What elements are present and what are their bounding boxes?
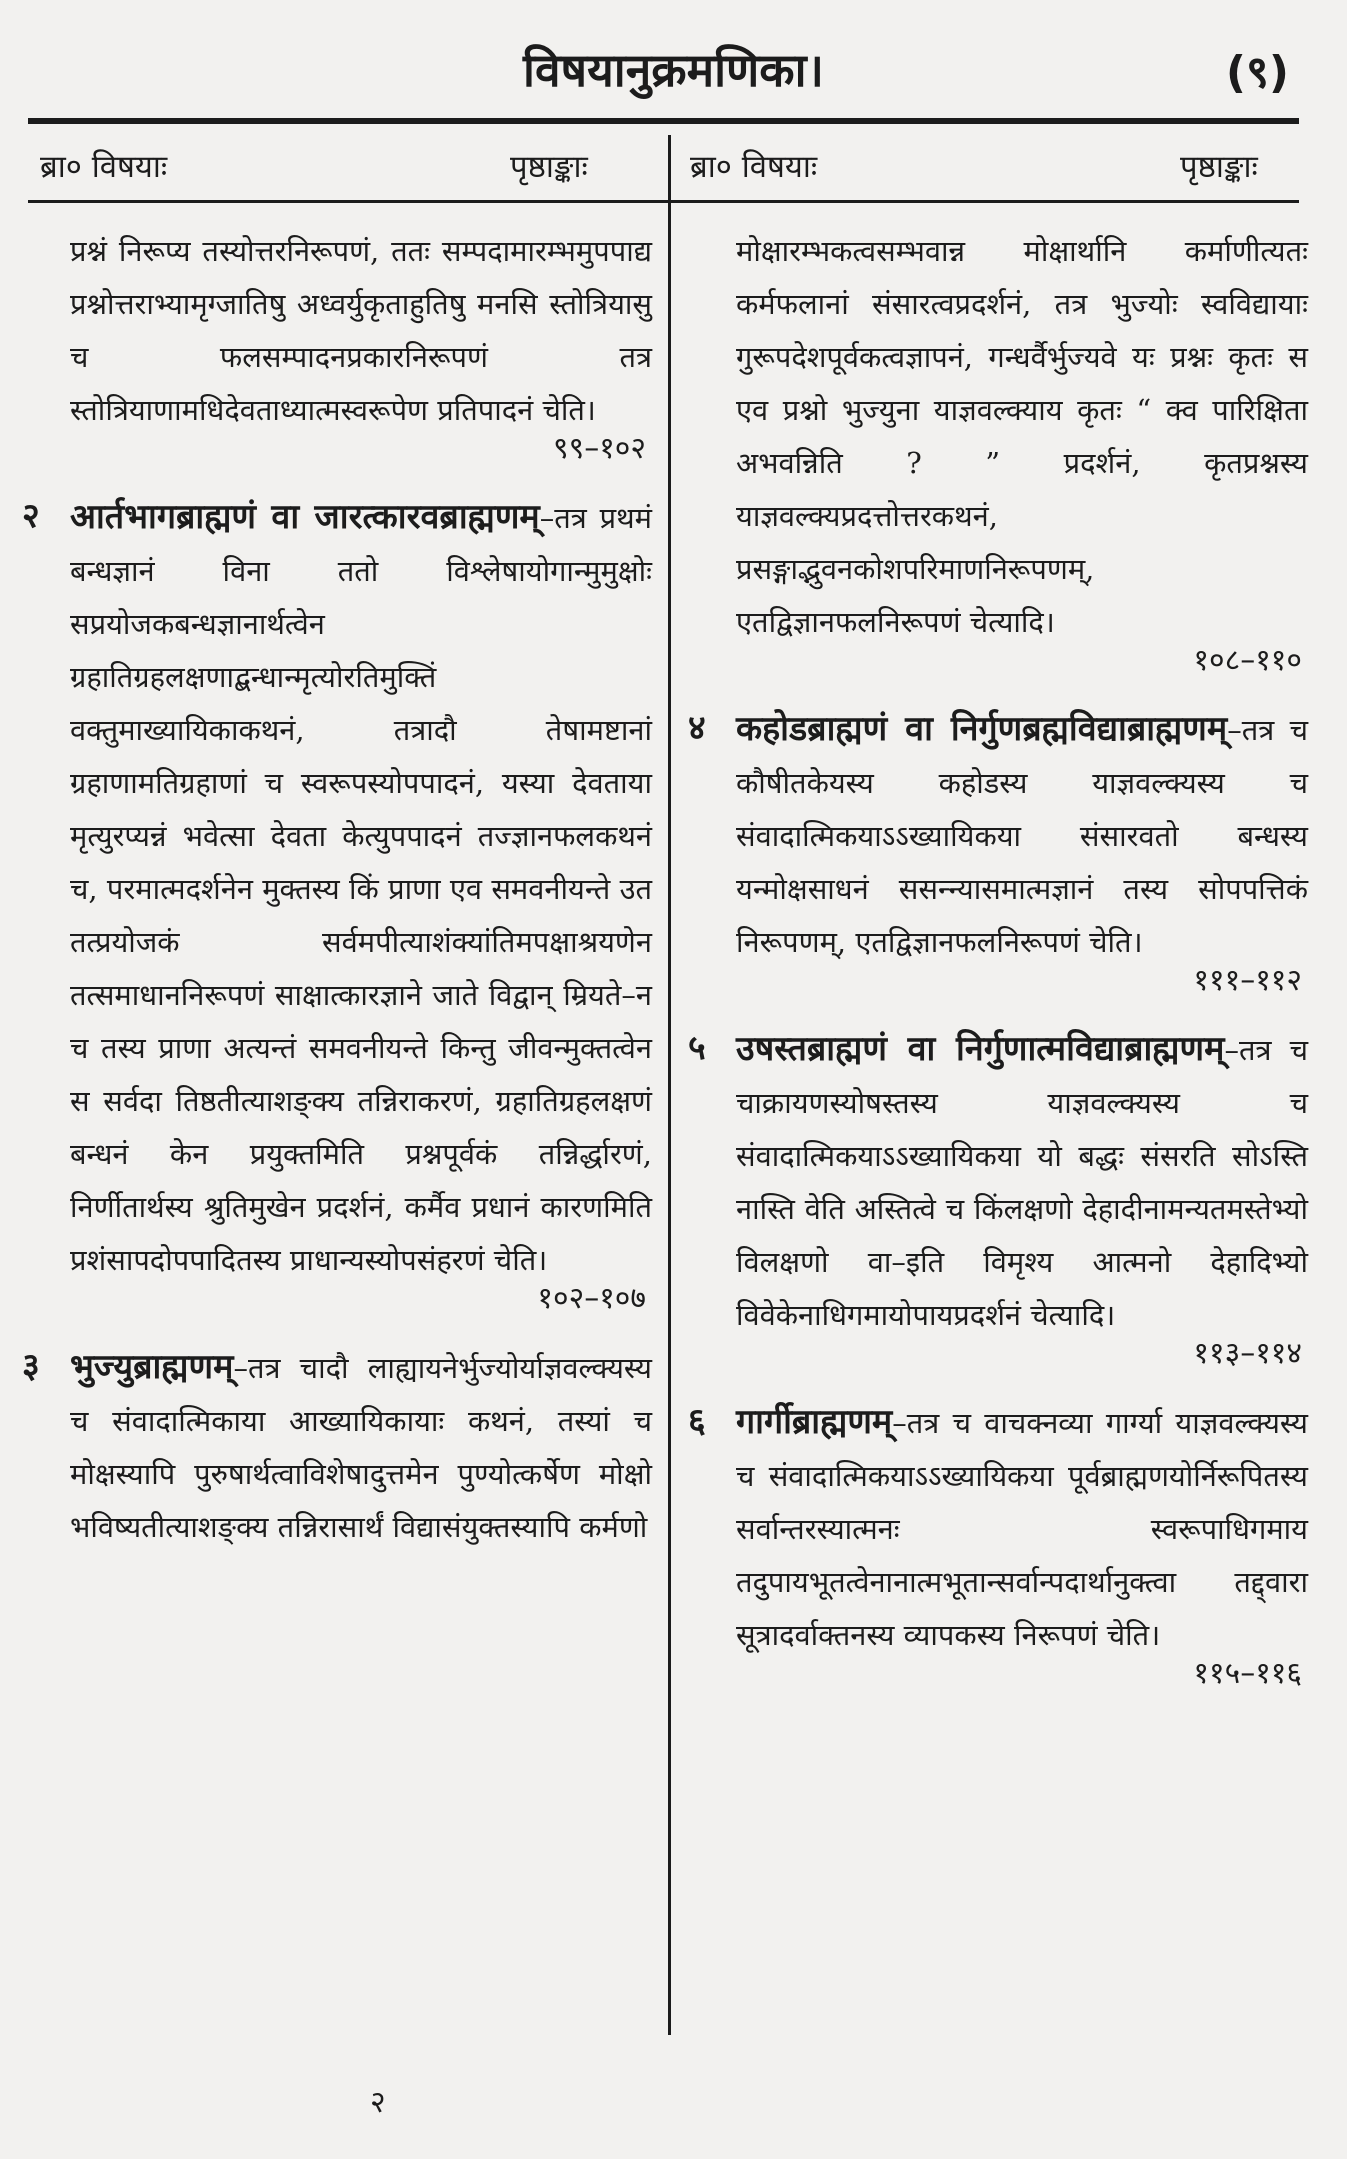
top-rule xyxy=(28,118,1299,124)
toc-entry xyxy=(688,703,1308,1001)
entry-number: ३ xyxy=(22,1346,40,1386)
entry-number: २ xyxy=(22,496,40,536)
left-column xyxy=(22,225,652,1576)
entry-title: आर्तभागब्राह्मणं वा जारत्कारवब्राह्मणम् xyxy=(70,497,540,537)
entry-pages: १०८–११० xyxy=(1193,643,1302,678)
entry-number: ४ xyxy=(688,708,706,748)
header-rule xyxy=(28,200,1299,203)
entry-title: उषस्तब्राह्मणं वा निर्गुणात्मविद्याब्राह्मणम् xyxy=(736,1029,1225,1069)
entry-pages: ९९–१०२ xyxy=(553,431,646,466)
entry-title: भुज्युब्राह्मणम् xyxy=(70,1347,234,1387)
toc-entry xyxy=(22,1341,652,1554)
right-col-header: ब्रा० विषयाः xyxy=(690,149,818,185)
toc-entry xyxy=(688,225,1308,681)
toc-entry xyxy=(22,491,652,1319)
left-col-header: ब्रा० विषयाः xyxy=(40,149,168,185)
entry-title: कहोडब्राह्मणं वा निर्गुणब्रह्मविद्याब्राह्मणम् xyxy=(736,709,1228,749)
toc-entry xyxy=(688,1396,1308,1694)
signature-mark: २ xyxy=(370,2085,386,2120)
entry-text: –तत्र च चाक्रायणस्योषस्तस्य याज्ञवल्क्यस्य च संवादात्मिकयाऽऽख्यायिकया यो बद्धः संसरति सोऽस्ति नास्ति वेति अस्तित्वे च किंलक्षणो देहादीनामन्यतमस्तेभ्यो विलक्षणो वा–इति विमृश्य आत्मनो देहादिभ्यो विवेकेनाधिगमायोपायप्रदर्शनं चेत्यादि। xyxy=(736,1033,1308,1332)
entry-title: गार्गीब्राह्मणम् xyxy=(736,1402,893,1442)
entry-text: –तत्र च कौषीतकेयस्य कहोडस्य याज्ञवल्क्यस्य च संवादात्मिकयाऽऽख्यायिकया संसारवतो बन्धस्य यन्मोक्षसाधनं ससन्न्यासमात्मज्ञानं तस्य सोपपत्तिकं निरूपणम्, एतद्विज्ञानफलनिरूपणं चेति। xyxy=(736,713,1309,959)
entry-pages: १११–११२ xyxy=(1193,963,1302,998)
entry-pages: ११३–११४ xyxy=(1193,1336,1302,1371)
entry-text: –तत्र चादौ लाह्यायनेर्भुज्योर्याज्ञवल्क्यस्य च संवादात्मिकाया आख्यायिकायाः कथनं, तस्यां च मोक्षस्यापि पुरुषार्थत्वाविशेषादुत्तमेन पुण्योत्कर्षेण मोक्षो भविष्यतीत्याशङ्क्य तन्निरासार्थं विद्यासंयुक्तस्यापि कर्मणो xyxy=(70,1351,652,1544)
entry-text: प्रश्नं निरूप्य तस्योत्तरनिरूपणं, ततः सम्पदामारम्भमुपपाद्य प्रश्नोत्तराभ्यामृग्जातिषु अध्वर्युकृताहुतिषु मनसि स्तोत्रियासु च फलसम्पादनप्रकारनिरूपणं तत्र स्तोत्रियाणामधिदेवताध्यात्मस्वरूपेण प्रतिपादनं चेति। xyxy=(70,234,652,427)
left-col-pages-header: पृष्ठाङ्काः xyxy=(510,149,588,185)
page-number: (९) xyxy=(1225,47,1289,98)
toc-entry xyxy=(22,225,652,469)
entry-number: ६ xyxy=(688,1401,706,1441)
entry-pages: ११५–११६ xyxy=(1193,1656,1302,1691)
right-column xyxy=(688,225,1308,1716)
toc-entry xyxy=(688,1023,1308,1374)
entry-number: ५ xyxy=(688,1028,706,1068)
right-col-pages-header: पृष्ठाङ्काः xyxy=(1180,149,1258,185)
entry-pages: १०२–१०७ xyxy=(537,1281,646,1316)
entry-text: मोक्षारम्भकत्वसम्भवान्न मोक्षार्थानि कर्माणीत्यतः कर्मफलानां संसारत्वप्रदर्शनं, तत्र भुज्योः स्वविद्यायाः गुरूपदेशपूर्वकत्वज्ञापनं, गन्धर्वैर्भुज्यवे यः प्रश्नः कृतः स एव प्रश्नो भुज्युना याज्ञवल्क्याय कृतः “ क्व पारिक्षिता अभवन्निति ? ” प्रदर्शनं, कृतप्रश्नस्य याज्ञवल्क्यप्रदत्तोत्तरकथनं, प्रसङ्गाद्भुवनकोशपरिमाणनिरूपणम्, एतद्विज्ञानफलनिरूपणं चेत्यादि। xyxy=(736,234,1308,639)
column-divider xyxy=(668,135,671,2035)
page-title: विषयानुक्रमणिका। xyxy=(523,43,824,97)
entry-text: –तत्र च वाचक्नव्या गार्ग्या याज्ञवल्क्यस्य च संवादात्मिकयाऽऽख्यायिकया पूर्वब्राह्मणयोर्निरूपितस्य सर्वान्तरस्यात्मनः स्वरूपाधिगमाय तदुपायभूतत्वेनानात्मभूतान्सर्वान्पदार्थानुक्त्वा तद्द्वारा सूत्रादर्वाक्तनस्य व्यापकस्य निरूपणं चेति। xyxy=(736,1406,1308,1652)
entry-text: –तत्र प्रथमं बन्धज्ञानं विना ततो विश्लेषायोगान्मुमुक्षोः सप्रयोजकबन्धज्ञानार्थत्वेन ग्रहातिग्रहलक्षणाद्बन्धान्मृत्योरतिमुक्तिं वक्तुमाख्यायिकाकथनं, तत्रादौ तेषामष्टानां ग्रहाणामतिग्रहाणां च स्वरूपस्योपपादनं, यस्या देवताया मृत्युरप्यन्नं भवेत्सा देवता केत्युपपादनं तज्ज्ञानफलकथनं च, परमात्मदर्शनेन मुक्तस्य किं प्राणा एव समवनीयन्ते उत तत्प्रयोजकं सर्वमपीत्याशंक्यांतिमपक्षाश्रयणेन तत्समाधाननिरूपणं साक्षात्कारज्ञाने जाते विद्वान् म्रियते–न च तस्य प्राणा अत्यन्तं समवनीयन्ते किन्तु जीवन्मुक्तत्वेन स सर्वदा तिष्ठतीत्याशङ्क्य तन्निराकरणं, ग्रहातिग्रहलक्षणं बन्धनं केन प्रयुक्तमिति प्रश्नपूर्वकं तन्निर्द्धारणं, निर्णीतार्थस्य श्रुतिमुखेन प्रदर्शनं, कर्मैव प्रधानं कारणमिति प्रशंसापदोपपादितस्य प्राधान्यस्योपसंहरणं चेति। xyxy=(70,501,652,1277)
